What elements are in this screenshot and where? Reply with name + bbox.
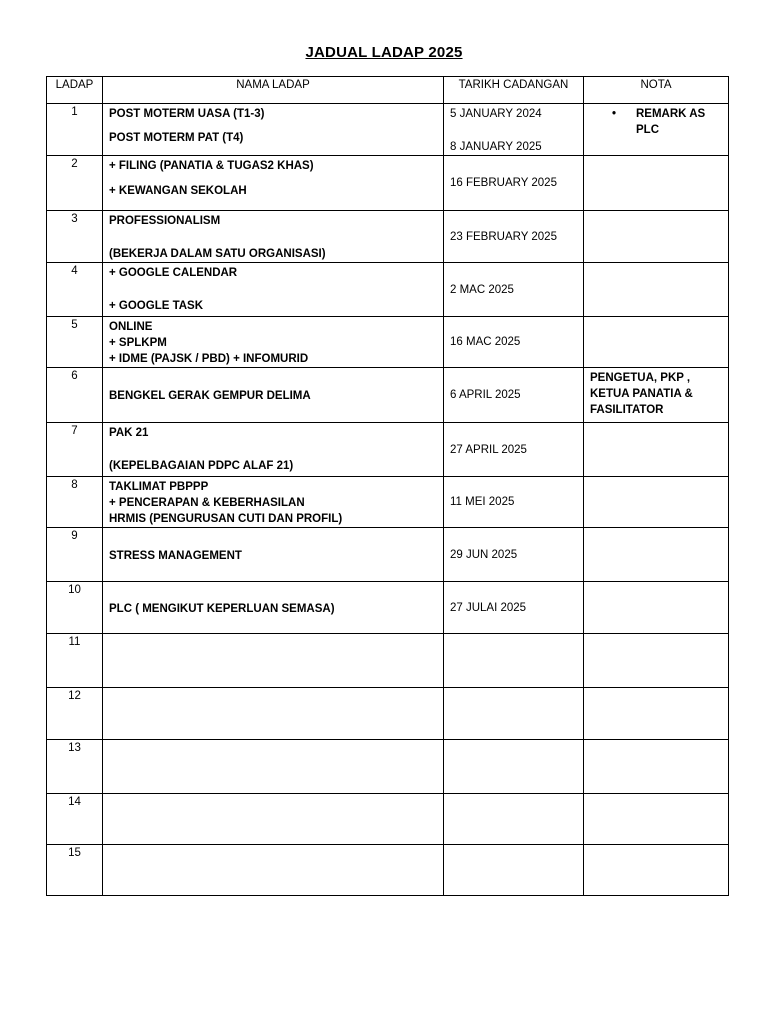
row-nota bbox=[584, 740, 729, 794]
row-number: 9 bbox=[47, 528, 103, 582]
row-nota: • REMARK AS PLC bbox=[584, 104, 729, 156]
row-nota bbox=[584, 794, 729, 845]
table-row bbox=[47, 423, 729, 477]
row-name: + FILING (PANATIA & TUGAS2 KHAS) + KEWANGAN SEKOLAH bbox=[103, 156, 444, 211]
table-row bbox=[47, 794, 729, 845]
row-number: 5 bbox=[47, 317, 103, 368]
row-number: 15 bbox=[47, 845, 103, 896]
row-name: STRESS MANAGEMENT bbox=[103, 528, 444, 582]
row-name: PLC ( MENGIKUT KEPERLUAN SEMASA) bbox=[103, 582, 444, 634]
table-row bbox=[47, 528, 729, 582]
row-name: PAK 21 (KEPELBAGAIAN PDPC ALAF 21) bbox=[103, 423, 444, 477]
row-number: 3 bbox=[47, 211, 103, 263]
row-nota bbox=[584, 211, 729, 263]
row-date: 2 MAC 2025 bbox=[444, 263, 584, 317]
row-name bbox=[103, 740, 444, 794]
row-number: 4 bbox=[47, 263, 103, 317]
table-row bbox=[47, 368, 729, 423]
header-ladap: LADAP bbox=[47, 77, 103, 104]
row-date: 5 JANUARY 2024 8 JANUARY 2025 bbox=[444, 104, 584, 156]
row-name: ONLINE + SPLKPM + IDME (PAJSK / PBD) + INFOMURID bbox=[103, 317, 444, 368]
row-date bbox=[444, 740, 584, 794]
bullet-icon: • bbox=[612, 108, 617, 120]
row-number: 6 bbox=[47, 368, 103, 423]
table-row bbox=[47, 582, 729, 634]
row-nota bbox=[584, 634, 729, 688]
table-row bbox=[47, 104, 729, 156]
row-date: 6 APRIL 2025 bbox=[444, 368, 584, 423]
row-nota bbox=[584, 582, 729, 634]
row-name: PROFESSIONALISM (BEKERJA DALAM SATU ORGANISASI) bbox=[103, 211, 444, 263]
row-date: 27 JULAI 2025 bbox=[444, 582, 584, 634]
row-nota bbox=[584, 156, 729, 211]
row-name: BENGKEL GERAK GEMPUR DELIMA bbox=[103, 368, 444, 423]
row-nota bbox=[584, 528, 729, 582]
header-nama-ladap: NAMA LADAP bbox=[103, 77, 444, 104]
row-date: 27 APRIL 2025 bbox=[444, 423, 584, 477]
table-row bbox=[47, 477, 729, 528]
table-row bbox=[47, 688, 729, 740]
table-row bbox=[47, 634, 729, 688]
row-name bbox=[103, 845, 444, 896]
row-name: + GOOGLE CALENDAR + GOOGLE TASK bbox=[103, 263, 444, 317]
row-number: 12 bbox=[47, 688, 103, 740]
row-name bbox=[103, 794, 444, 845]
row-name: POST MOTERM UASA (T1-3) POST MOTERM PAT (T4) bbox=[103, 104, 444, 156]
row-date: 23 FEBRUARY 2025 bbox=[444, 211, 584, 263]
row-date: 29 JUN 2025 bbox=[444, 528, 584, 582]
table-row bbox=[47, 263, 729, 317]
row-number: 2 bbox=[47, 156, 103, 211]
row-number: 11 bbox=[47, 634, 103, 688]
row-number: 10 bbox=[47, 582, 103, 634]
row-nota: PENGETUA, PKP , KETUA PANATIA & FASILITATOR bbox=[584, 368, 729, 423]
schedule-table bbox=[46, 76, 729, 896]
row-name bbox=[103, 688, 444, 740]
row-date: 16 MAC 2025 bbox=[444, 317, 584, 368]
row-date: 16 FEBRUARY 2025 bbox=[444, 156, 584, 211]
row-date bbox=[444, 688, 584, 740]
row-number: 1 bbox=[47, 104, 103, 156]
table-header-row bbox=[47, 77, 729, 104]
table-row bbox=[47, 156, 729, 211]
row-nota bbox=[584, 688, 729, 740]
table-row bbox=[47, 845, 729, 896]
table-row bbox=[47, 211, 729, 263]
row-date bbox=[444, 794, 584, 845]
row-date bbox=[444, 634, 584, 688]
row-nota bbox=[584, 263, 729, 317]
row-number: 13 bbox=[47, 740, 103, 794]
header-tarikh-cadangan: TARIKH CADANGAN bbox=[444, 77, 584, 104]
table-row bbox=[47, 317, 729, 368]
header-nota: NOTA bbox=[584, 77, 729, 104]
row-number: 14 bbox=[47, 794, 103, 845]
table-row bbox=[47, 740, 729, 794]
row-name: TAKLIMAT PBPPP + PENCERAPAN & KEBERHASILAN HRMIS (PENGURUSAN CUTI DAN PROFIL) bbox=[103, 477, 444, 528]
row-nota bbox=[584, 423, 729, 477]
row-number: 8 bbox=[47, 477, 103, 528]
row-date: 11 MEI 2025 bbox=[444, 477, 584, 528]
row-name bbox=[103, 634, 444, 688]
row-nota bbox=[584, 317, 729, 368]
row-number: 7 bbox=[47, 423, 103, 477]
row-nota bbox=[584, 477, 729, 528]
row-nota bbox=[584, 845, 729, 896]
row-date bbox=[444, 845, 584, 896]
document-title: JADUAL LADAP 2025 bbox=[305, 44, 463, 61]
